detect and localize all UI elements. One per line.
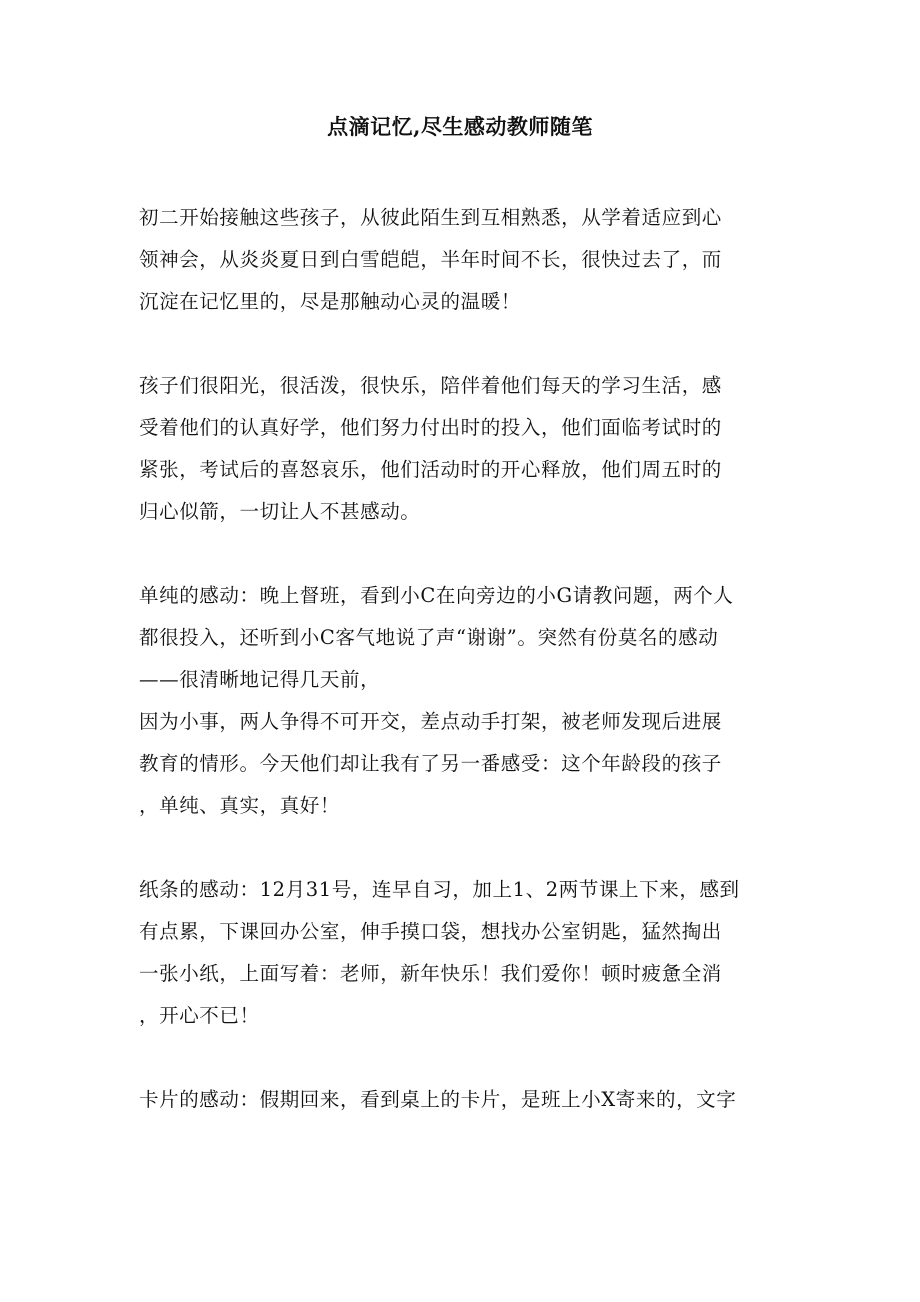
text-line: 单纯的感动：晚上督班，看到小C在向旁边的小G请教问题，两个人 [139, 584, 734, 607]
text-line: 教育的情形。今天他们却让我有了另一番感受：这个年龄段的孩子 [139, 752, 722, 775]
paragraph-2 [139, 365, 784, 533]
text-line: 纸条的感动：12月31号，连早自习，加上1、2两节课上下来，感到 [139, 878, 740, 901]
text-line: 有点累，下课回办公室，伸手摸口袋，想找办公室钥匙，猛然掏出 [139, 920, 722, 943]
text-line: 受着他们的认真好学，他们努力付出时的投入，他们面临考试时的 [139, 416, 722, 439]
text-line: 都很投入，还听到小C客气地说了声“谢谢”。突然有份莫名的感动 [139, 626, 719, 649]
text-line: ——很清晰地记得几天前， [139, 668, 381, 691]
paragraph-5 [139, 1079, 784, 1121]
paragraph-1 [139, 197, 784, 323]
text-line: 因为小事，两人争得不可开交，差点动手打架，被老师发现后进展 [139, 710, 722, 733]
text-line: ，单纯、真实，真好！ [139, 794, 341, 817]
text-line: 一张小纸，上面写着：老师，新年快乐！我们爱你！顿时疲惫全消 [139, 962, 722, 985]
document-title: 点滴记忆,尽生感动教师随笔 [327, 114, 593, 139]
text-line: 紧张，考试后的喜怒哀乐，他们活动时的开心释放，他们周五时的 [139, 458, 722, 481]
document-body [139, 197, 784, 1163]
text-line: 卡片的感动：假期回来，看到桌上的卡片，是班上小X寄来的，文字 [139, 1088, 737, 1111]
text-line: ，开心不已！ [139, 1004, 260, 1027]
paragraph-4 [139, 869, 784, 1037]
text-line: 孩子们很阳光，很活泼，很快乐，陪伴着他们每天的学习生活，感 [139, 374, 722, 397]
text-line: 沉淀在记忆里的，尽是那触动心灵的温暖！ [139, 290, 521, 313]
text-line: 归心似箭，一切让人不甚感动。 [139, 500, 421, 523]
text-line: 领神会，从炎炎夏日到白雪皑皑，半年时间不长，很快过去了，而 [139, 248, 722, 271]
paragraph-3 [139, 575, 784, 827]
text-line: 初二开始接触这些孩子，从彼此陌生到互相熟悉，从学着适应到心 [139, 206, 722, 229]
